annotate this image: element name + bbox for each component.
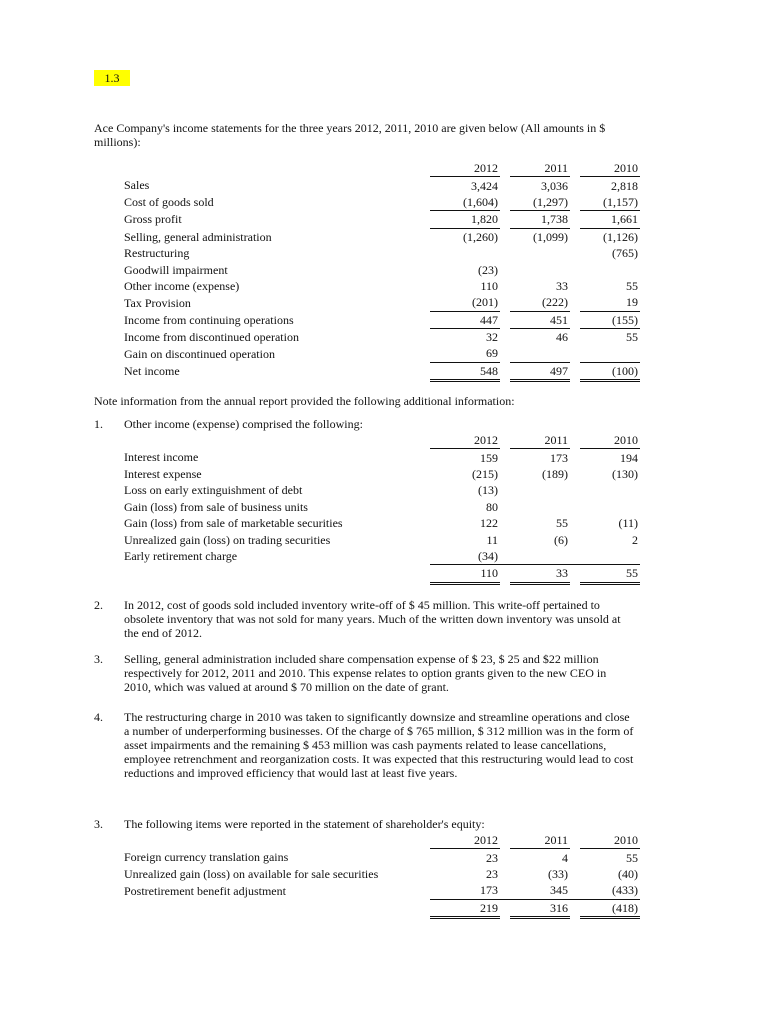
table-row: Early retirement charge (34) [124,548,640,565]
year-header-row: 2012 2011 2010 [124,432,640,449]
total-row: 110 33 55 [124,565,640,583]
row-continuing: Income from continuing operations 447 451 (155) [124,312,638,327]
year-header-row: 2012 2011 2010 [124,160,640,177]
equity-items-table [124,832,640,919]
note3-text: Selling, general administration included share compensation expense of $ 23, $ 25 and $22 million respectively for 2012, 2011 and 2010. This expense relates to option grants given to the new CEO in 2010, which was valued at around $ 70 million on the date of grant. [124,652,607,694]
note5-heading: The following items were reported in the statement of shareholder's equity: [124,817,485,831]
note3-number: 3. [94,652,103,666]
other-income-table [124,432,640,585]
year-header-row: 2012 2011 2010 [124,832,640,849]
note1-heading: Other income (expense) comprised the following: [124,417,363,431]
row-cogs: Cost of goods sold (1,604) (1,297) (1,157) [124,194,638,210]
table-row: Interest income 159 173 194 [124,450,638,465]
table-row: Unrealized gain (loss) on available for sale securities 23 (33) (40) [124,866,638,881]
income-statement-table [124,160,640,382]
row-restructuring: Restructuring (765) [124,246,638,261]
row-gross-profit: Gross profit 1,820 1,738 1,661 [124,212,638,227]
table-row: Foreign currency translation gains 23 4 55 [124,850,638,865]
row-other-income: Other income (expense) 110 33 55 [124,278,638,293]
row-goodwill: Goodwill impairment (23) [124,262,498,277]
notes-intro: Note information from the annual report provided the following additional information: [94,394,515,408]
note4-number: 4. [94,710,103,724]
table-row: Loss on early extinguishment of debt (13) [124,483,498,498]
table-row: Gain (loss) from sale of marketable securities 122 55 (11) [124,516,638,531]
row-net-income: Net income 548 497 (100) [124,362,640,380]
intro-paragraph: Ace Company's income statements for the three years 2012, 2011, 2010 are given below (All amounts in $ millions): [94,121,606,149]
note2-text: In 2012, cost of goods sold included inventory write-off of $ 45 million. This write-off pertained to obsolete inventory that was not sold for many years. Much of the written down inventory was unsold at the end of 2012. [124,598,621,640]
row-sga: Selling, general administration (1,260) (1,099) (1,126) [124,229,638,244]
row-tax: Tax Provision (201) (222) 19 [124,295,638,310]
note2-number: 2. [94,598,103,612]
table-row: Gain (loss) from sale of business units 80 [124,499,498,514]
row-gain-discontinued: Gain on discontinued operation 69 [124,345,640,362]
table-row: Postretirement benefit adjustment 173 345 (433) [124,883,638,898]
note4-text: The restructuring charge in 2010 was taken to significantly downsize and streamline operations and close a number of underperforming businesses. Of the charge of $ 765 million, $ 312 million was in the form of asset impairments and the remaining $ 453 million was cash payments related to lease cancellations, employee retrenchment and reorganization costs. It was expected that this restructuring would lead to cost reductions and improved efficiency that would last at least five years. [124,710,634,780]
table-row: Interest expense (215) (189) (130) [124,466,638,481]
note1-number: 1. [94,417,103,431]
row-discontinued: Income from discontinued operation 32 46 55 [124,329,638,345]
problem-number-highlight: 1.3 [94,70,130,86]
row-sales: Sales 3,424 3,036 2,818 [124,178,638,193]
note5-number: 3. [94,817,103,831]
table-row: Unrealized gain (loss) on trading securities 11 (6) 2 [124,532,638,547]
total-row: 219 316 (418) [124,899,640,917]
